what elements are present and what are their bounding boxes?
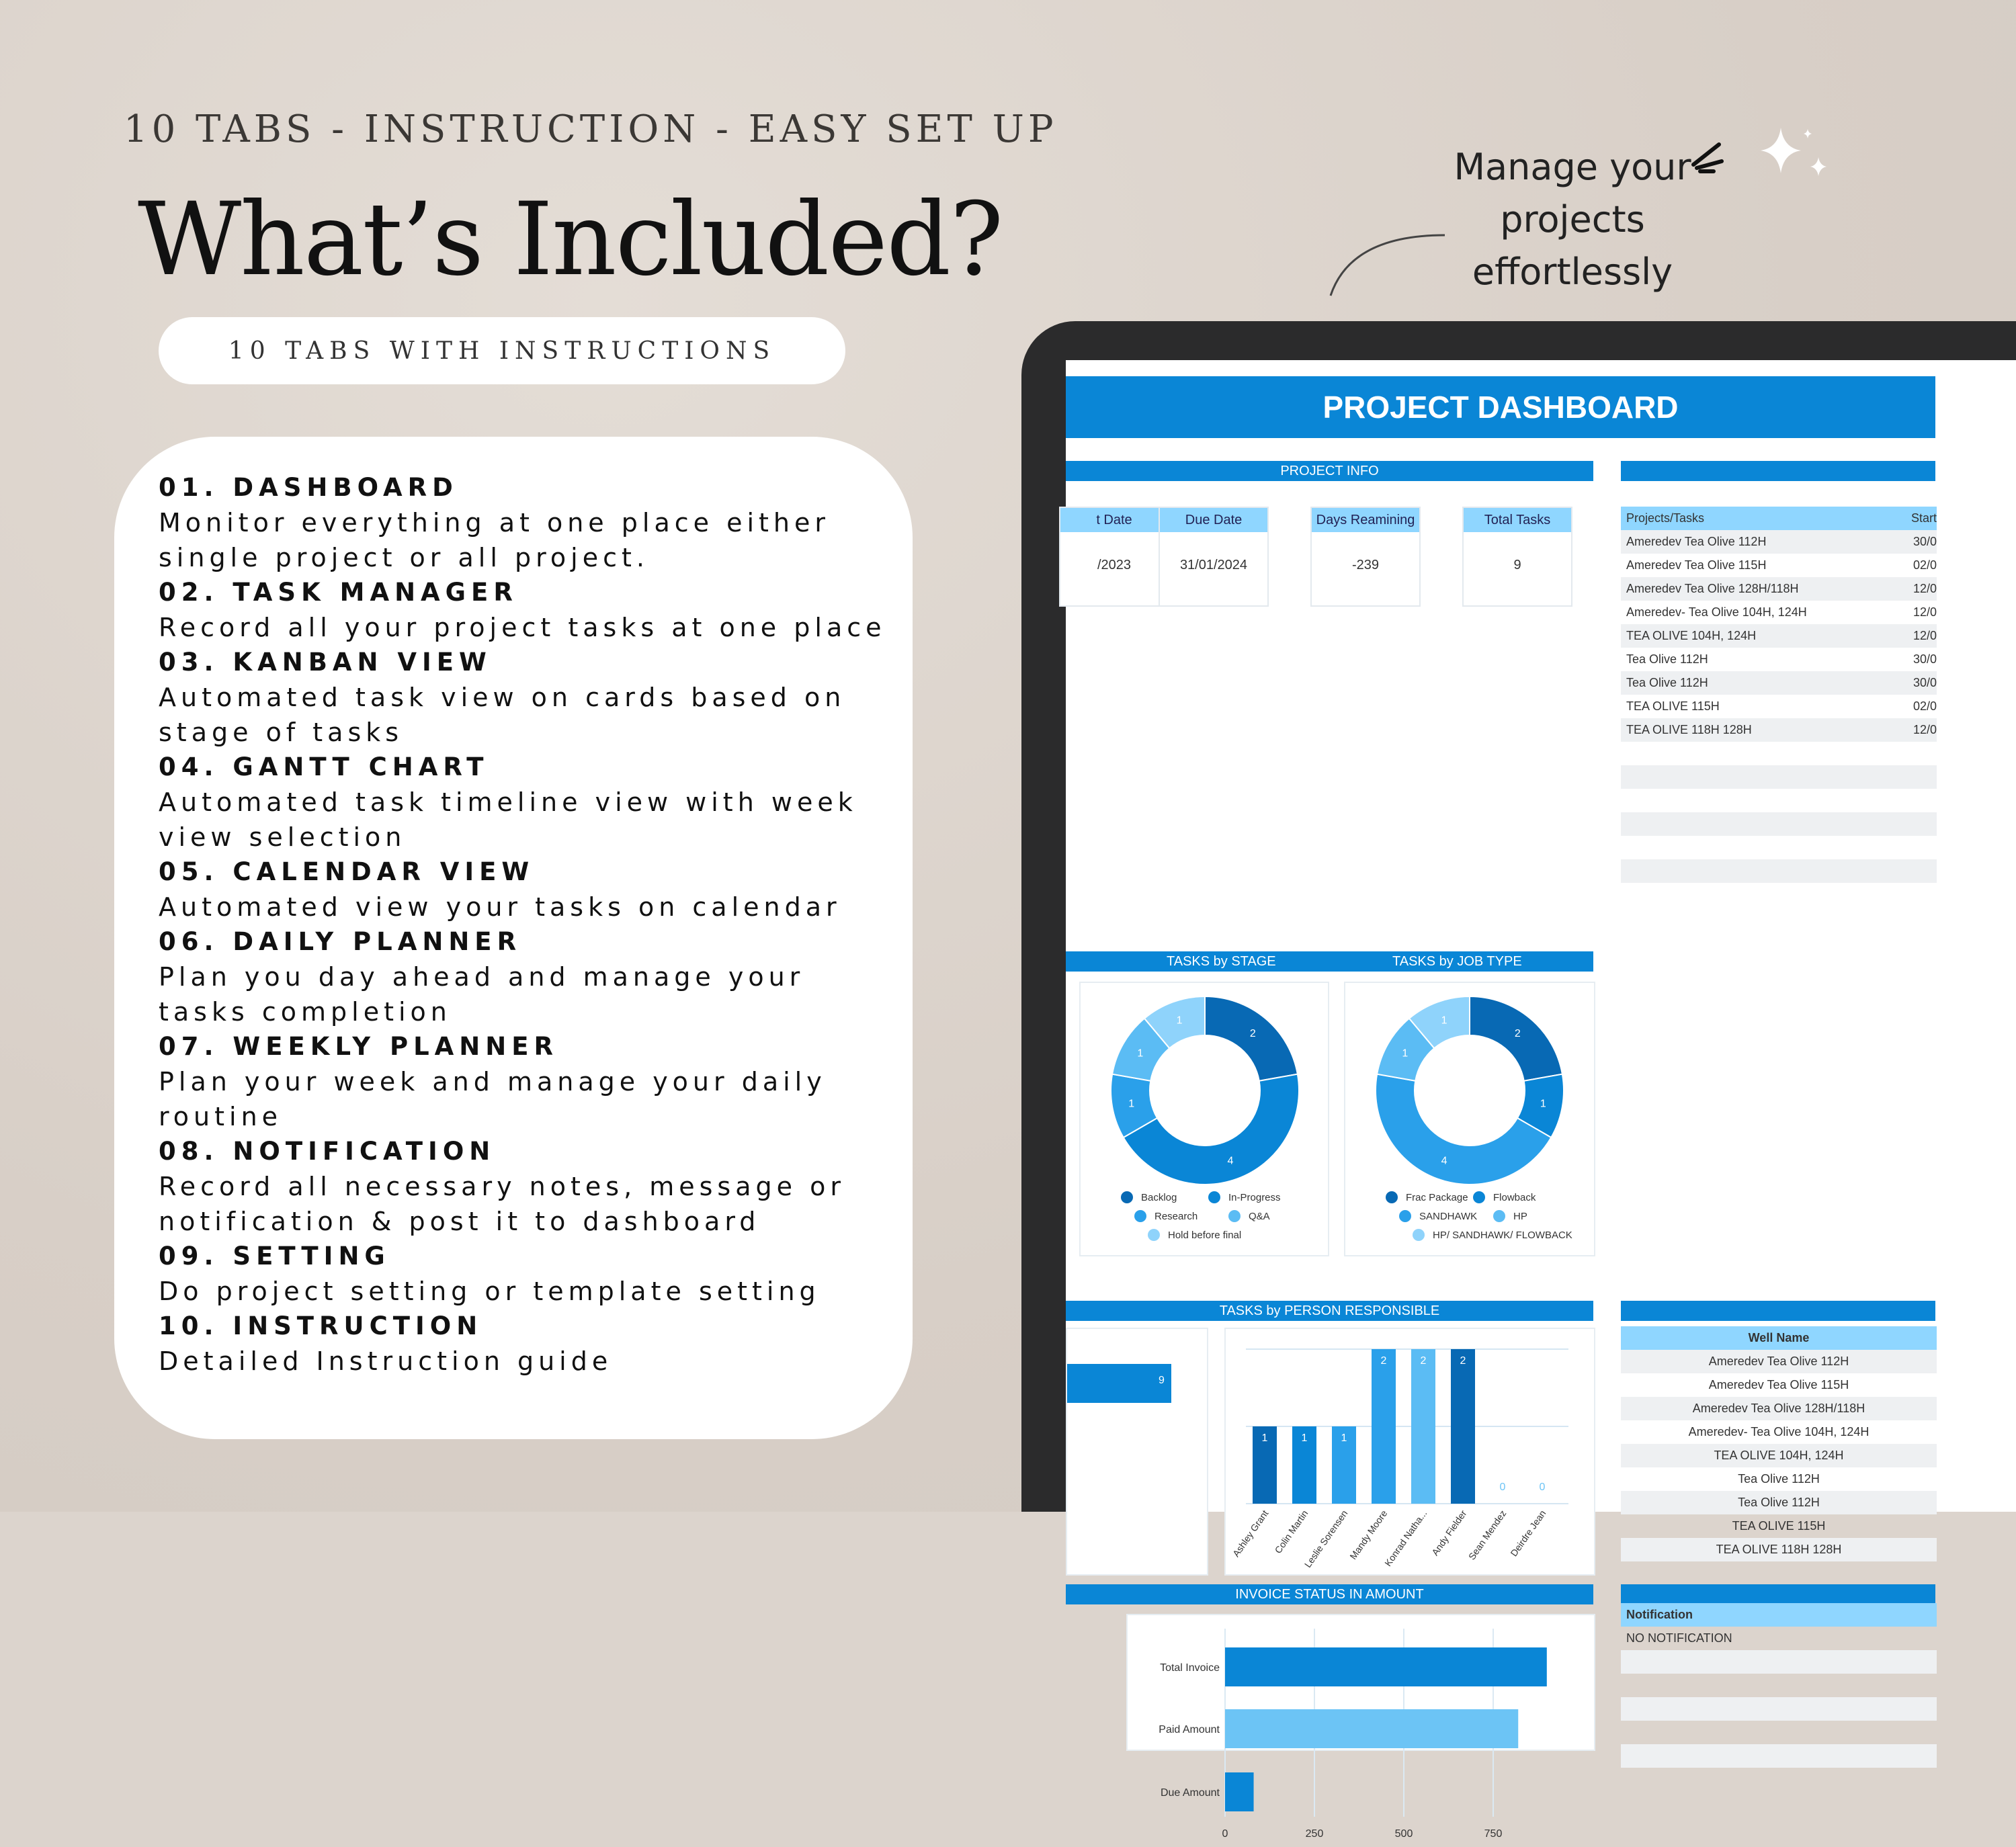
feature-description: Monitor everything at one place either single project or all project.	[159, 508, 831, 572]
feature-description: Record all necessary notes, message or notification & post it to dashboard	[159, 1172, 845, 1236]
invoice-bar: INVOICE STATUS IN AMOUNT	[1066, 1584, 1593, 1604]
bar	[1411, 1349, 1435, 1504]
spark-lines-icon	[1680, 134, 1727, 181]
feature-title: 07. WEEKLY PLANNER	[159, 1032, 558, 1061]
table-row	[1621, 554, 1937, 577]
notification-value: NO NOTIFICATION	[1626, 1631, 1732, 1645]
well-row: Ameredev- Tea Olive 104H, 124H	[1688, 1425, 1870, 1438]
table-row	[1621, 671, 1937, 695]
project-start: 30/0	[1913, 676, 1937, 689]
project-name: Tea Olive 112H	[1626, 676, 1708, 689]
callout-line-1: Manage your	[1454, 146, 1691, 188]
tick-label: 250	[1305, 1828, 1324, 1840]
legend-dot	[1208, 1191, 1220, 1203]
feature-description: Record all your project tasks at one place	[159, 613, 886, 642]
legend-item	[1413, 1229, 1572, 1241]
bar	[1451, 1349, 1475, 1504]
top-tagline: 10 TABS - INSTRUCTION - EASY SET UP	[124, 108, 1058, 151]
category-label: Leslie Sorensen	[1302, 1508, 1350, 1570]
legend-label: In-Progress	[1228, 1191, 1281, 1203]
legend-dot	[1473, 1191, 1485, 1203]
table-row	[1621, 883, 1937, 906]
table-row	[1621, 530, 1937, 554]
legend-item	[1386, 1191, 1468, 1203]
table-row	[1621, 836, 1937, 859]
callout-text	[1425, 141, 1720, 298]
feature-title: 10. INSTRUCTION	[159, 1312, 483, 1340]
category-label: Mandy Moore	[1347, 1508, 1390, 1561]
notification-empty-row	[1621, 1650, 1937, 1674]
feature-title: 01. DASHBOARD	[159, 473, 458, 502]
jobtype-chart-panel	[1344, 982, 1595, 1256]
feature-title: 08. NOTIFICATION	[159, 1137, 496, 1166]
bar-value-label: 0	[1539, 1481, 1546, 1493]
single-bar-panel	[1066, 1328, 1208, 1576]
category-label: Sean Mendez	[1466, 1508, 1509, 1562]
legend-dot	[1228, 1210, 1241, 1222]
legend-item	[1208, 1191, 1281, 1203]
legend-dot	[1413, 1229, 1425, 1241]
bar-value-label: 2	[1420, 1355, 1427, 1367]
bar	[1372, 1349, 1396, 1504]
tick-label: 0	[1222, 1828, 1228, 1840]
feature-description: Plan your week and manage your daily routine	[159, 1067, 827, 1131]
page-title: What’s Included?	[138, 181, 1003, 298]
legend-label: Hold before final	[1168, 1229, 1242, 1241]
legend-label: Frac Package	[1406, 1191, 1468, 1203]
legend-label: SANDHAWK	[1419, 1210, 1478, 1222]
tick-label: 500	[1394, 1828, 1413, 1840]
bar	[1225, 1647, 1547, 1686]
well-table-header: Well Name	[1621, 1326, 1937, 1350]
person-chart-panel	[1224, 1328, 1595, 1576]
table-row	[1621, 695, 1937, 718]
project-name: TEA OLIVE 118H 128H	[1626, 723, 1752, 736]
legend-label: HP	[1513, 1210, 1527, 1222]
legend-item	[1493, 1210, 1527, 1222]
notification-bar	[1621, 1584, 1935, 1604]
bar-value-label: 1	[1341, 1432, 1347, 1444]
legend-label: Q&A	[1249, 1210, 1270, 1222]
donut-slice-label: 1	[1128, 1098, 1135, 1110]
project-name: Ameredev Tea Olive 115H	[1626, 558, 1767, 572]
legend-label: Flowback	[1493, 1191, 1536, 1203]
feature-description: Automated view your tasks on calendar	[159, 892, 841, 922]
feature-description: Automated task timeline view with week view selection	[159, 787, 857, 852]
well-row: Ameredev Tea Olive 115H	[1708, 1378, 1849, 1391]
bar-value-label: 2	[1380, 1355, 1387, 1367]
table-row	[1621, 859, 1937, 883]
legend-dot	[1493, 1210, 1505, 1222]
kpi-start-date	[1059, 507, 1169, 607]
project-name: Ameredev- Tea Olive 104H, 124H	[1626, 605, 1807, 619]
legend-dot	[1121, 1191, 1133, 1203]
bar-value-label: 1	[1261, 1432, 1268, 1444]
project-start: 02/0	[1913, 699, 1937, 713]
project-info-bar: PROJECT INFO	[1066, 461, 1593, 481]
well-row: TEA OLIVE 115H	[1732, 1519, 1826, 1533]
donut-slice-label: 1	[1441, 1015, 1447, 1027]
project-name: TEA OLIVE 104H, 124H	[1626, 629, 1757, 642]
bar-value-label: 1	[1301, 1432, 1308, 1444]
tabs-pill	[159, 317, 845, 384]
well-row: TEA OLIVE 104H, 124H	[1621, 1444, 1937, 1467]
tablet-screen	[1066, 360, 2016, 1840]
table-row	[1621, 601, 1937, 624]
category-label: Deirdre Jean	[1508, 1508, 1548, 1559]
donut-slice-label: 2	[1514, 1027, 1521, 1039]
legend-item	[1148, 1229, 1241, 1241]
kpi-total-tasks	[1462, 507, 1572, 607]
invoice-chart-panel	[1126, 1614, 1595, 1840]
kpi-label: Days Reamining	[1312, 508, 1419, 532]
legend-item	[1399, 1210, 1477, 1222]
well-table	[1621, 1326, 1937, 1575]
stage-chart-panel	[1079, 982, 1329, 1256]
feature-title: 05. CALENDAR VIEW	[159, 857, 535, 886]
category-label: Total Invoice	[1160, 1662, 1220, 1674]
feature-list	[159, 470, 905, 1379]
table-row	[1621, 577, 1937, 601]
feature-card	[114, 437, 913, 1439]
single-bar	[1067, 1364, 1171, 1403]
project-start: 02/0	[1913, 558, 1937, 572]
legend-label: HP/ SANDHAWK/ FLOWBACK	[1433, 1229, 1572, 1241]
kpi-value: /2023	[1097, 558, 1132, 572]
category-label: Due Amount	[1160, 1787, 1220, 1799]
jobtype-title: TASKS by JOB TYPE	[1392, 953, 1522, 969]
projects-header-label: Projects/Tasks	[1626, 511, 1705, 525]
project-start: 12/0	[1913, 582, 1937, 595]
donut-slice-label: 4	[1227, 1155, 1234, 1167]
legend-dot	[1134, 1210, 1146, 1222]
bar-value-label: 2	[1460, 1355, 1466, 1367]
donut-slice-label: 4	[1441, 1155, 1447, 1167]
project-name: TEA OLIVE 115H	[1626, 699, 1720, 713]
table-row	[1621, 624, 1937, 648]
project-start: 12/0	[1913, 629, 1937, 642]
tabs-pill-label: 10 TABS WITH INSTRUCTIONS	[228, 337, 776, 365]
notification-empty-row	[1621, 1744, 1937, 1768]
kpi-due-date	[1159, 507, 1269, 607]
kpi-days-remaining	[1310, 507, 1421, 607]
category-label: Andy Fielder	[1429, 1508, 1469, 1558]
feature-title: 03. KANBAN VIEW	[159, 648, 492, 677]
feature-description: Automated task view on cards based on stage of tasks	[159, 683, 846, 747]
tablet-device	[1021, 321, 2016, 1840]
well-row: Ameredev Tea Olive 112H	[1621, 1350, 1937, 1373]
callout-line-3: effortlessly	[1472, 251, 1673, 293]
callout-line-2: projects	[1500, 198, 1645, 241]
feature-title: 09. SETTING	[159, 1242, 390, 1271]
feature-title: 06. DAILY PLANNER	[159, 927, 522, 956]
legend-label: Research	[1154, 1210, 1198, 1222]
table-row	[1621, 789, 1937, 812]
legend-item	[1228, 1210, 1270, 1222]
projects-bar	[1621, 461, 1935, 481]
legend-item	[1121, 1191, 1177, 1203]
category-label: Konrad Natha...	[1382, 1508, 1429, 1569]
well-row: Ameredev Tea Olive 128H/118H	[1621, 1397, 1937, 1420]
projects-table-header	[1621, 507, 1937, 530]
curved-arrow-icon	[1317, 222, 1452, 309]
well-row: Tea Olive 112H	[1621, 1491, 1937, 1514]
project-start: 12/0	[1913, 723, 1937, 736]
project-start: 30/0	[1913, 652, 1937, 666]
kpi-value: -239	[1351, 558, 1380, 572]
single-bar-value: 9	[1159, 1375, 1165, 1386]
legend-dot	[1148, 1229, 1160, 1241]
legend-item	[1473, 1191, 1536, 1203]
legend-label: Backlog	[1141, 1191, 1177, 1203]
dashboard-title: PROJECT DASHBOARD	[1066, 376, 1935, 438]
notification-empty-row	[1621, 1674, 1937, 1697]
kpi-label: Due Date	[1160, 508, 1267, 532]
table-row	[1621, 742, 1937, 765]
feature-description: Do project setting or template setting	[159, 1277, 821, 1306]
category-label: Colin Martin	[1272, 1508, 1310, 1555]
project-name: Ameredev Tea Olive 128H/118H	[1626, 582, 1799, 595]
kpi-label: Total Tasks	[1464, 508, 1571, 532]
legend-item	[1134, 1210, 1198, 1222]
jobtype-donut-chart	[1345, 983, 1594, 1191]
notification-empty-row	[1621, 1697, 1937, 1721]
feature-title: 04. GANTT CHART	[159, 753, 489, 781]
person-bar: TASKS by PERSON RESPONSIBLE	[1066, 1301, 1593, 1321]
notification-table	[1621, 1603, 1937, 1805]
project-start: 12/0	[1913, 605, 1937, 619]
well-row: TEA OLIVE 118H 128H	[1621, 1538, 1937, 1561]
person-bar-chart	[1226, 1329, 1594, 1574]
stage-title: TASKS by STAGE	[1167, 953, 1276, 969]
table-row	[1621, 718, 1937, 742]
table-row	[1621, 648, 1937, 671]
donut-slice-label: 1	[1137, 1047, 1144, 1060]
feature-description: Detailed Instruction guide	[159, 1346, 613, 1376]
kpi-value: 9	[1513, 558, 1521, 572]
bar	[1225, 1772, 1254, 1811]
legend-dot	[1399, 1210, 1411, 1222]
stage-donut-chart	[1081, 983, 1328, 1191]
table-row	[1621, 812, 1937, 836]
legend-dot	[1386, 1191, 1398, 1203]
sparkle-icon	[1754, 121, 1835, 188]
project-name: Ameredev Tea Olive 112H	[1626, 535, 1767, 548]
notification-header: Notification	[1621, 1603, 1937, 1627]
project-start: 30/0	[1913, 535, 1937, 548]
kpi-label: t Date	[1060, 508, 1168, 532]
well-bar	[1621, 1301, 1935, 1321]
category-label: Paid Amount	[1159, 1724, 1220, 1735]
tick-label: 750	[1484, 1828, 1503, 1840]
project-name: Tea Olive 112H	[1626, 652, 1708, 666]
donut-slice-label: 2	[1249, 1027, 1256, 1039]
feature-title: 02. TASK MANAGER	[159, 578, 518, 607]
donut-slice-label: 1	[1176, 1015, 1183, 1027]
donut-slice-label: 1	[1540, 1098, 1546, 1110]
projects-table	[1621, 507, 1937, 990]
category-label: Ashley Grant	[1230, 1508, 1271, 1559]
projects-header-start: Start	[1910, 511, 1937, 525]
bar	[1225, 1709, 1518, 1748]
feature-description: Plan you day ahead and manage your tasks completion	[159, 962, 805, 1027]
well-row: Tea Olive 112H	[1738, 1472, 1820, 1486]
table-row	[1621, 765, 1937, 789]
invoice-bar-chart	[1128, 1615, 1594, 1844]
donut-slice-label: 1	[1402, 1047, 1409, 1060]
charts-bar	[1066, 951, 1593, 972]
kpi-value: 31/01/2024	[1179, 558, 1248, 572]
notification-empty-row	[1621, 1721, 1937, 1744]
bar-value-label: 0	[1499, 1481, 1506, 1493]
